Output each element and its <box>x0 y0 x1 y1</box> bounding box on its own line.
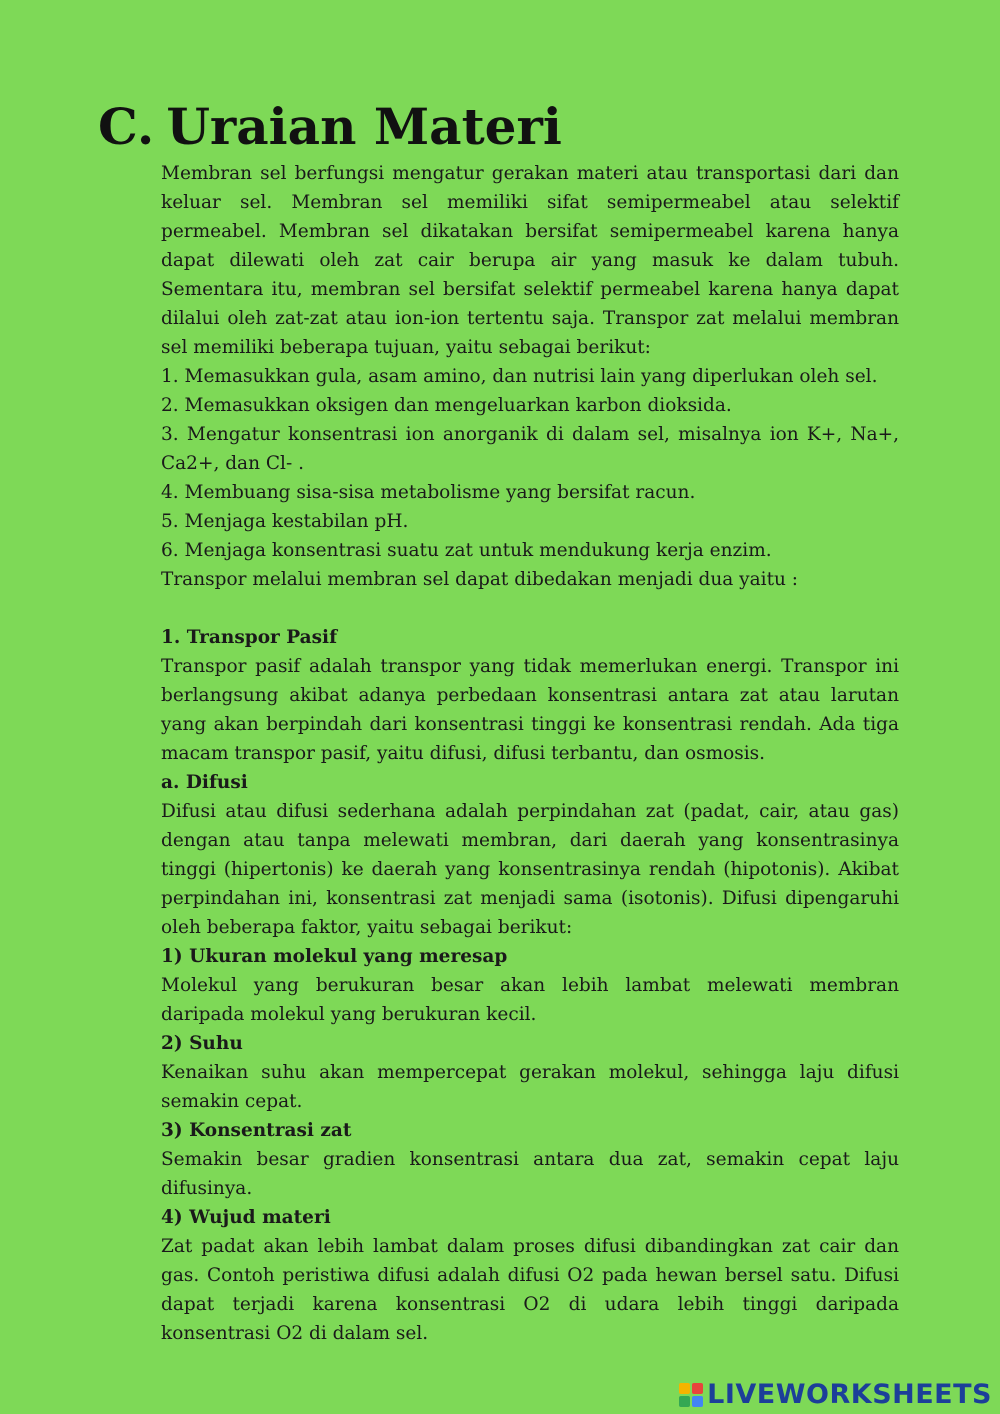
section-title: Uraian Materi <box>166 97 562 156</box>
logo-square-1 <box>679 1383 690 1394</box>
liveworksheets-logo-icon <box>679 1383 703 1407</box>
list-item-1: 1. Memasukkan gula, asam amino, dan nutrisi lain yang diperlukan oleh sel. <box>161 366 878 387</box>
factor-heading-ukuran: 1) Ukuran molekul yang meresap <box>161 946 508 967</box>
list-item-5: 5. Menjaga kestabilan pH. <box>161 511 409 532</box>
intro-paragraph: Membran sel berfungsi mengatur gerakan materi atau transportasi dari dan keluar sel. Membran sel memiliki sifat semipermeabel atau selektif permeabel. Membran sel dikatakan bersifat semipermeabel karena hanya dapat dilewati oleh zat cair berupa air yang masuk ke dalam tubuh. Sementara itu, membran sel bersifat selektif permeabel karena hanya dapat dilalui oleh zat-zat atau ion-ion tertentu saja. Transpor zat melalui membran sel memiliki beberapa tujuan, yaitu sebagai berikut: <box>161 163 899 358</box>
factor-text-wujud: Zat padat akan lebih lambat dalam proses difusi dibandingkan zat cair dan gas. Contoh peristiwa difusi adalah difusi O2 pada hewan bersel satu. Difusi dapat terjadi karena konsentrasi O2 di udara lebih tinggi daripada konsentrasi O2 di dalam sel. <box>161 1236 899 1344</box>
spacer <box>161 594 899 623</box>
intro-closing: Transpor melalui membran sel dapat dibedakan menjadi dua yaitu : <box>161 569 799 590</box>
factor-text-ukuran: Molekul yang berukuran besar akan lebih lambat melewati membran daripada molekul yang berukuran kecil. <box>161 975 899 1025</box>
list-item-2: 2. Memasukkan oksigen dan mengeluarkan karbon dioksida. <box>161 395 732 416</box>
logo-square-3 <box>679 1396 690 1407</box>
passive-paragraph: Transpor pasif adalah transpor yang tidak memerlukan energi. Transpor ini berlangsung akibat adanya perbedaan konsentrasi antara zat atau larutan yang akan berpindah dari konsentrasi tinggi ke konsentrasi rendah. Ada tiga macam transpor pasif, yaitu difusi, difusi terbantu, dan osmosis. <box>161 656 899 764</box>
factor-heading-suhu: 2) Suhu <box>161 1033 243 1054</box>
watermark-text: LIVEWORKSHEETS <box>707 1379 992 1410</box>
factor-text-suhu: Kenaikan suhu akan mempercepat gerakan molekul, sehingga laju difusi semakin cepat. <box>161 1062 899 1112</box>
factor-heading-wujud: 4) Wujud materi <box>161 1207 331 1228</box>
logo-square-4 <box>692 1396 703 1407</box>
logo-square-2 <box>692 1383 703 1394</box>
factor-heading-konsentrasi: 3) Konsentrasi zat <box>161 1120 352 1141</box>
content-body <box>161 159 899 1348</box>
liveworksheets-watermark <box>679 1379 992 1410</box>
section-letter: C. <box>98 97 155 156</box>
list-item-3: 3. Mengatur konsentrasi ion anorganik di dalam sel, misalnya ion K+, Na+, Ca2+, dan Cl- . <box>161 424 899 474</box>
list-item-4: 4. Membuang sisa-sisa metabolisme yang bersifat racun. <box>161 482 696 503</box>
list-item-6: 6. Menjaga konsentrasi suatu zat untuk mendukung kerja enzim. <box>161 540 772 561</box>
subheading-transpor-pasif: 1. Transpor Pasif <box>161 627 338 648</box>
subheading-difusi: a. Difusi <box>161 772 248 793</box>
section-heading <box>98 96 562 158</box>
difusi-paragraph: Difusi atau difusi sederhana adalah perpindahan zat (padat, cair, atau gas) dengan atau tanpa melewati membran, dari daerah yang konsentrasinya tinggi (hipertonis) ke daerah yang konsentrasinya rendah (hipotonis). Akibat perpindahan ini, konsentrasi zat menjadi sama (isotonis). Difusi dipengaruhi oleh beberapa faktor, yaitu sebagai berikut: <box>161 801 899 938</box>
factor-text-konsentrasi: Semakin besar gradien konsentrasi antara dua zat, semakin cepat laju difusinya. <box>161 1149 899 1199</box>
